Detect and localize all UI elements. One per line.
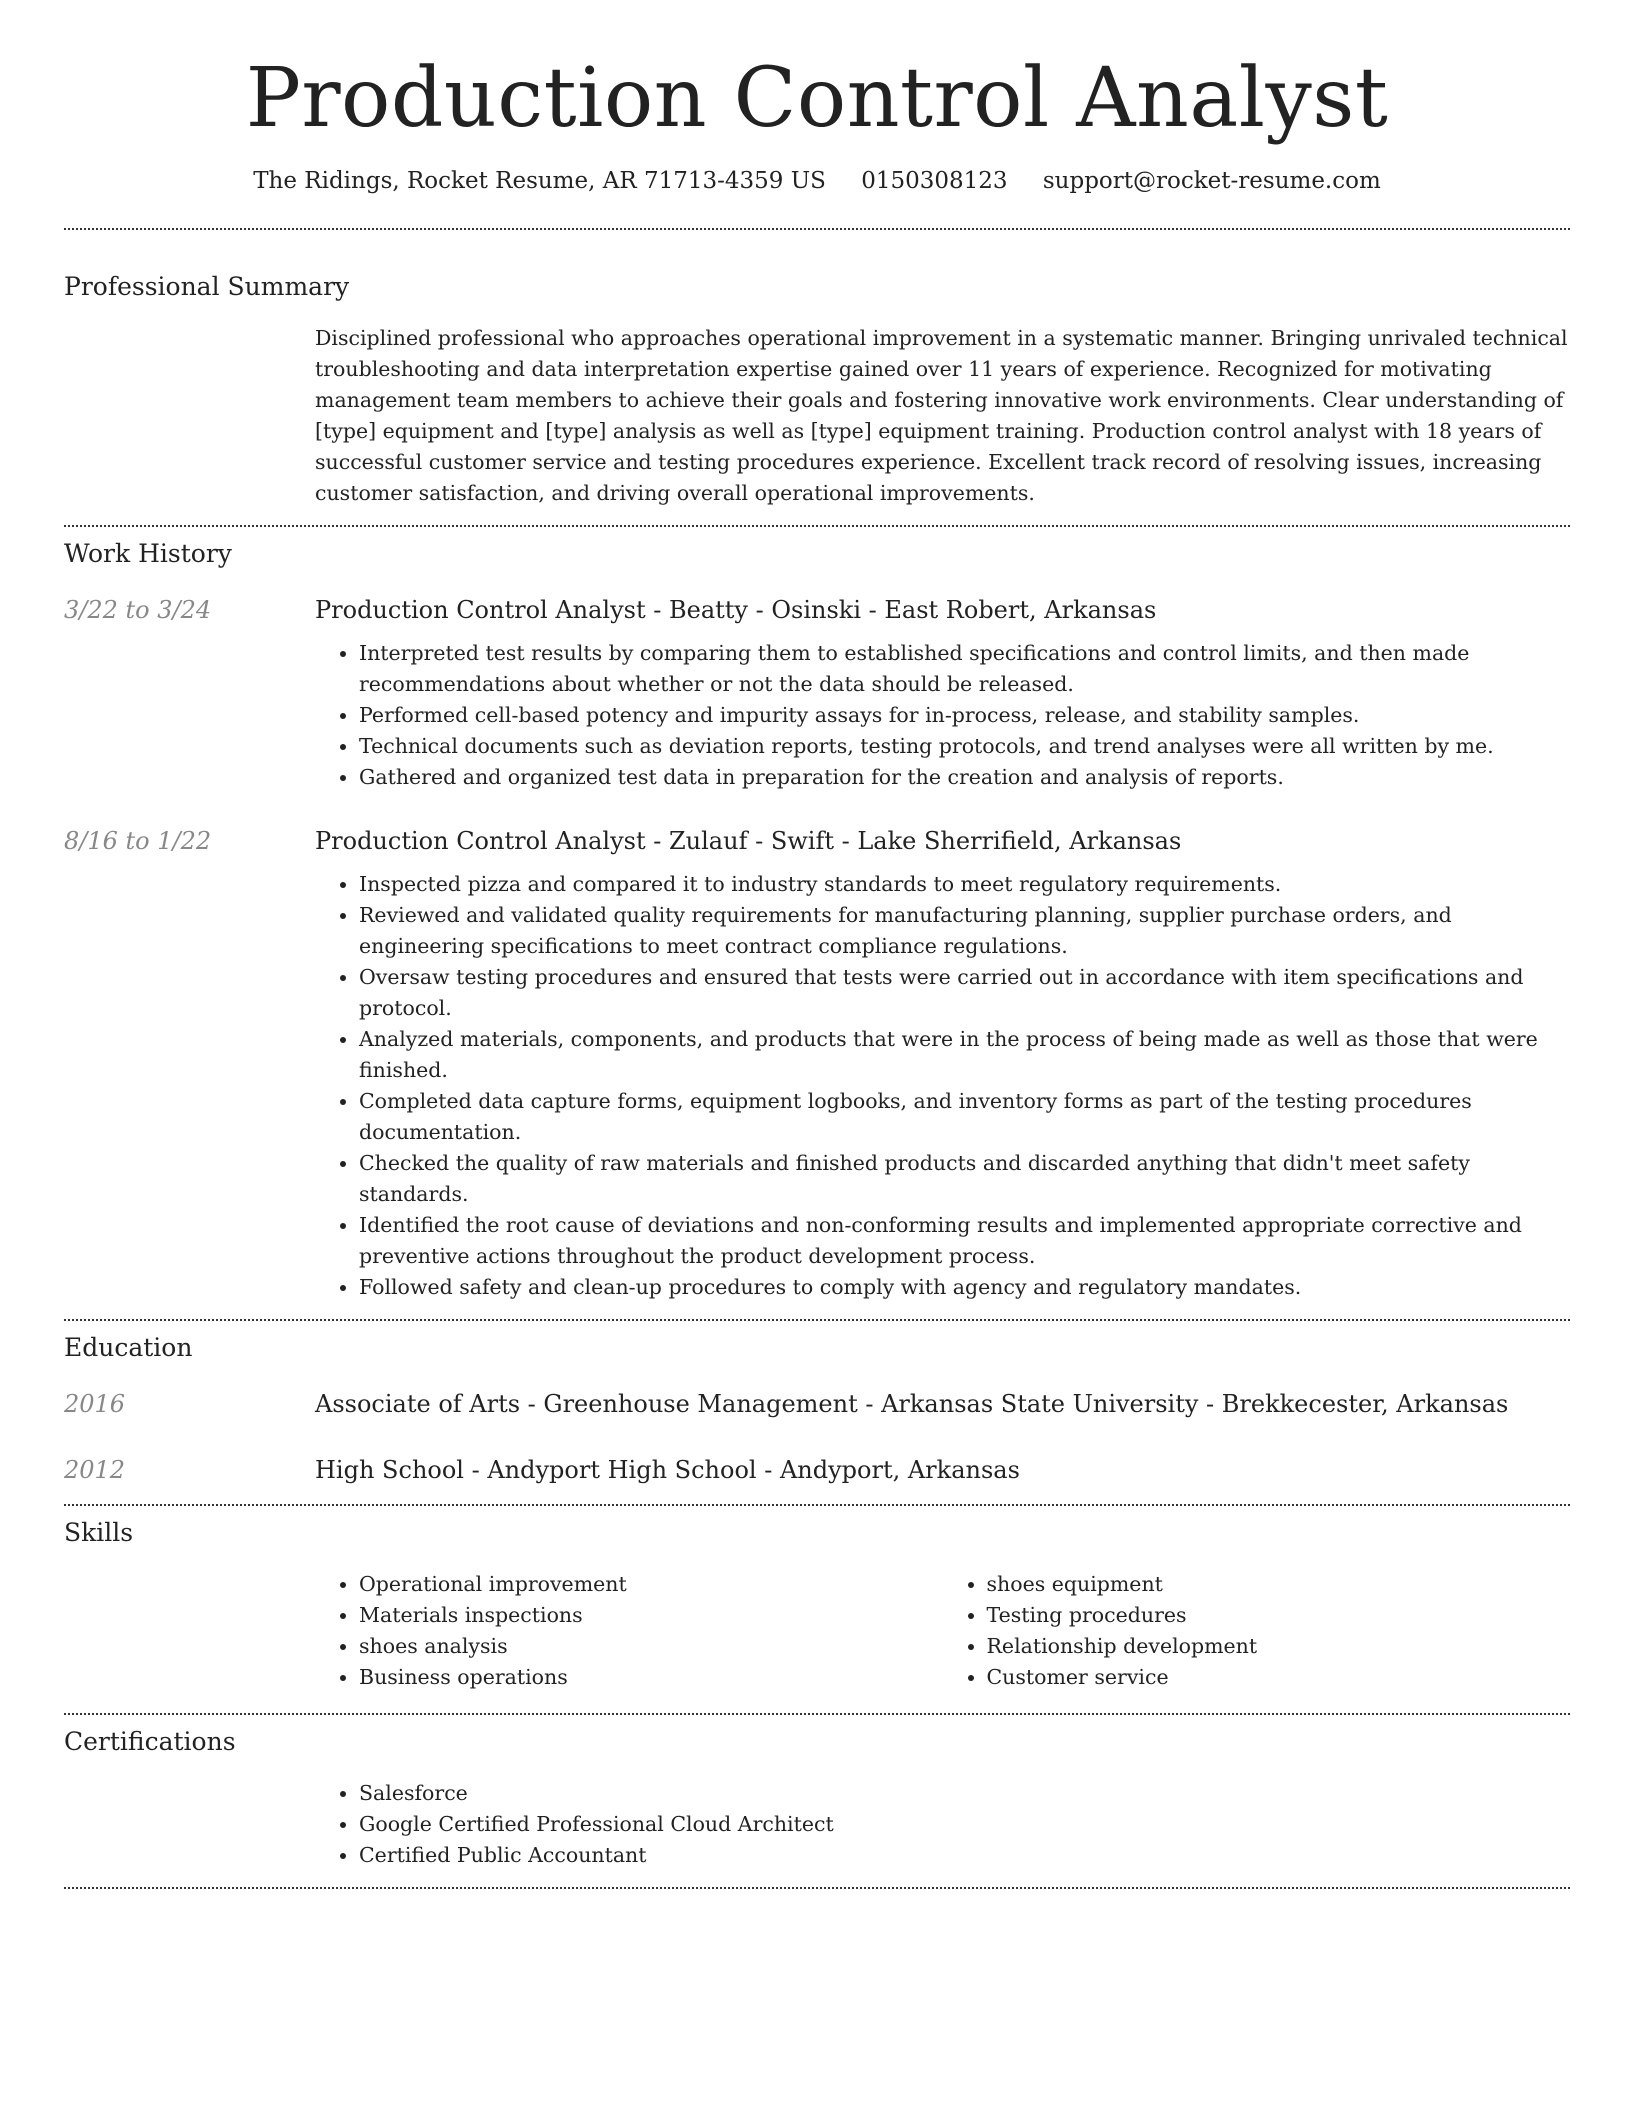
section-divider (64, 1887, 1570, 1889)
section-divider (64, 1713, 1570, 1715)
skills-heading: Skills (64, 1518, 134, 1548)
certifications-section (64, 1727, 1570, 1871)
job-entry (64, 827, 1570, 1303)
section-divider (64, 1319, 1570, 1321)
list-item: • Inspected pizza and compared it to industry standards to meet regulatory requirements. (359, 869, 1570, 900)
education-title: High School - Andyport High School - Andyport, Arkansas (315, 1456, 1020, 1485)
skills-section (64, 1518, 1570, 1693)
list-item: • Testing procedures (987, 1600, 1571, 1631)
list-item: • Materials inspections (359, 1600, 943, 1631)
list-item: • Business operations (359, 1662, 943, 1693)
section-divider (64, 525, 1570, 527)
skills-list-left (315, 1569, 943, 1693)
list-item: • shoes equipment (987, 1569, 1571, 1600)
list-item: • shoes analysis (359, 1631, 943, 1662)
list-item: • Operational improvement (359, 1569, 943, 1600)
job-title: Production Control Analyst - Zulauf - Swift - Lake Sherrifield, Arkansas (315, 827, 1182, 856)
job-date: 8/16 to 1/22 (64, 827, 212, 856)
summary-heading: Professional Summary (64, 272, 350, 302)
job-title: Production Control Analyst - Beatty - Osinski - East Robert, Arkansas (315, 596, 1157, 625)
work-history-heading: Work History (64, 539, 232, 569)
list-item: • Checked the quality of raw materials and finished products and discarded anything that didn't meet safety standards. (359, 1148, 1570, 1210)
list-item: • Completed data capture forms, equipment logbooks, and inventory forms as part of the testing procedures documentation. (359, 1086, 1570, 1148)
list-item: • Google Certified Professional Cloud Architect (359, 1809, 1570, 1840)
education-heading: Education (64, 1333, 193, 1363)
list-item: • Salesforce (359, 1778, 1570, 1809)
list-item: • Interpreted test results by comparing them to established specifications and control limits, and then made recommendations about whether or not the data should be released. (359, 638, 1570, 700)
education-date: 2016 (64, 1390, 126, 1419)
job-bullets (315, 638, 1570, 793)
job-date: 3/22 to 3/24 (64, 596, 212, 625)
list-item: • Reviewed and validated quality requirements for manufacturing planning, supplier purchase orders, and engineering specifications to meet contract compliance regulations. (359, 900, 1570, 962)
list-item: • Oversaw testing procedures and ensured that tests were carried out in accordance with item specifications and protocol. (359, 962, 1570, 1024)
education-entry (64, 1456, 1570, 1484)
job-entry (64, 596, 1570, 793)
job-bullets (315, 869, 1570, 1303)
contact-phone: 0150308123 (861, 168, 1008, 195)
education-section (64, 1333, 1570, 1484)
list-item: • Performed cell-based potency and impurity assays for in-process, release, and stability samples. (359, 700, 1570, 731)
summary-text: Disciplined professional who approaches operational improvement in a systematic manner. Bringing unrivaled technical troubleshooting and data interpretation expertise gained over 11 years of experience. Recognized for motivating management team members to achieve their goals and fostering innovative work environments. Clear understanding of [type] equipment and [type] analysis as well as [type] equipment training. Production control analyst with 18 years of successful customer service and testing procedures experience. Excellent track record of resolving issues, increasing customer satisfaction, and driving overall operational improvements. (315, 326, 1568, 506)
contact-line (64, 168, 1570, 194)
contact-email: support@rocket-resume.com (1042, 168, 1381, 195)
education-date: 2012 (64, 1456, 126, 1485)
education-title: Associate of Arts - Greenhouse Management - Arkansas State University - Brekkecester, Arkansas (315, 1390, 1509, 1419)
section-divider (64, 228, 1570, 230)
section-divider (64, 1504, 1570, 1506)
list-item: • Relationship development (987, 1631, 1571, 1662)
resume-page (64, 0, 1570, 1889)
list-item: • Customer service (987, 1662, 1571, 1693)
education-entry (64, 1390, 1570, 1418)
list-item: • Certified Public Accountant (359, 1840, 1570, 1871)
list-item: • Identified the root cause of deviations and non-conforming results and implemented appropriate corrective and preventive actions throughout the product development process. (359, 1210, 1570, 1272)
list-item: • Gathered and organized test data in preparation for the creation and analysis of reports. (359, 762, 1570, 793)
contact-address: The Ridings, Rocket Resume, AR 71713-4359 US (253, 168, 826, 195)
certifications-heading: Certifications (64, 1727, 236, 1757)
list-item: • Analyzed materials, components, and products that were in the process of being made as well as those that were finished. (359, 1024, 1570, 1086)
candidate-name: Production Control Analyst (245, 51, 1389, 146)
certifications-list (315, 1778, 1570, 1871)
skills-list-right (943, 1569, 1571, 1693)
summary-section (64, 272, 1570, 509)
work-history-section (64, 539, 1570, 1303)
list-item: • Technical documents such as deviation reports, testing protocols, and trend analyses were all written by me. (359, 731, 1570, 762)
list-item: • Followed safety and clean-up procedures to comply with agency and regulatory mandates. (359, 1272, 1570, 1303)
